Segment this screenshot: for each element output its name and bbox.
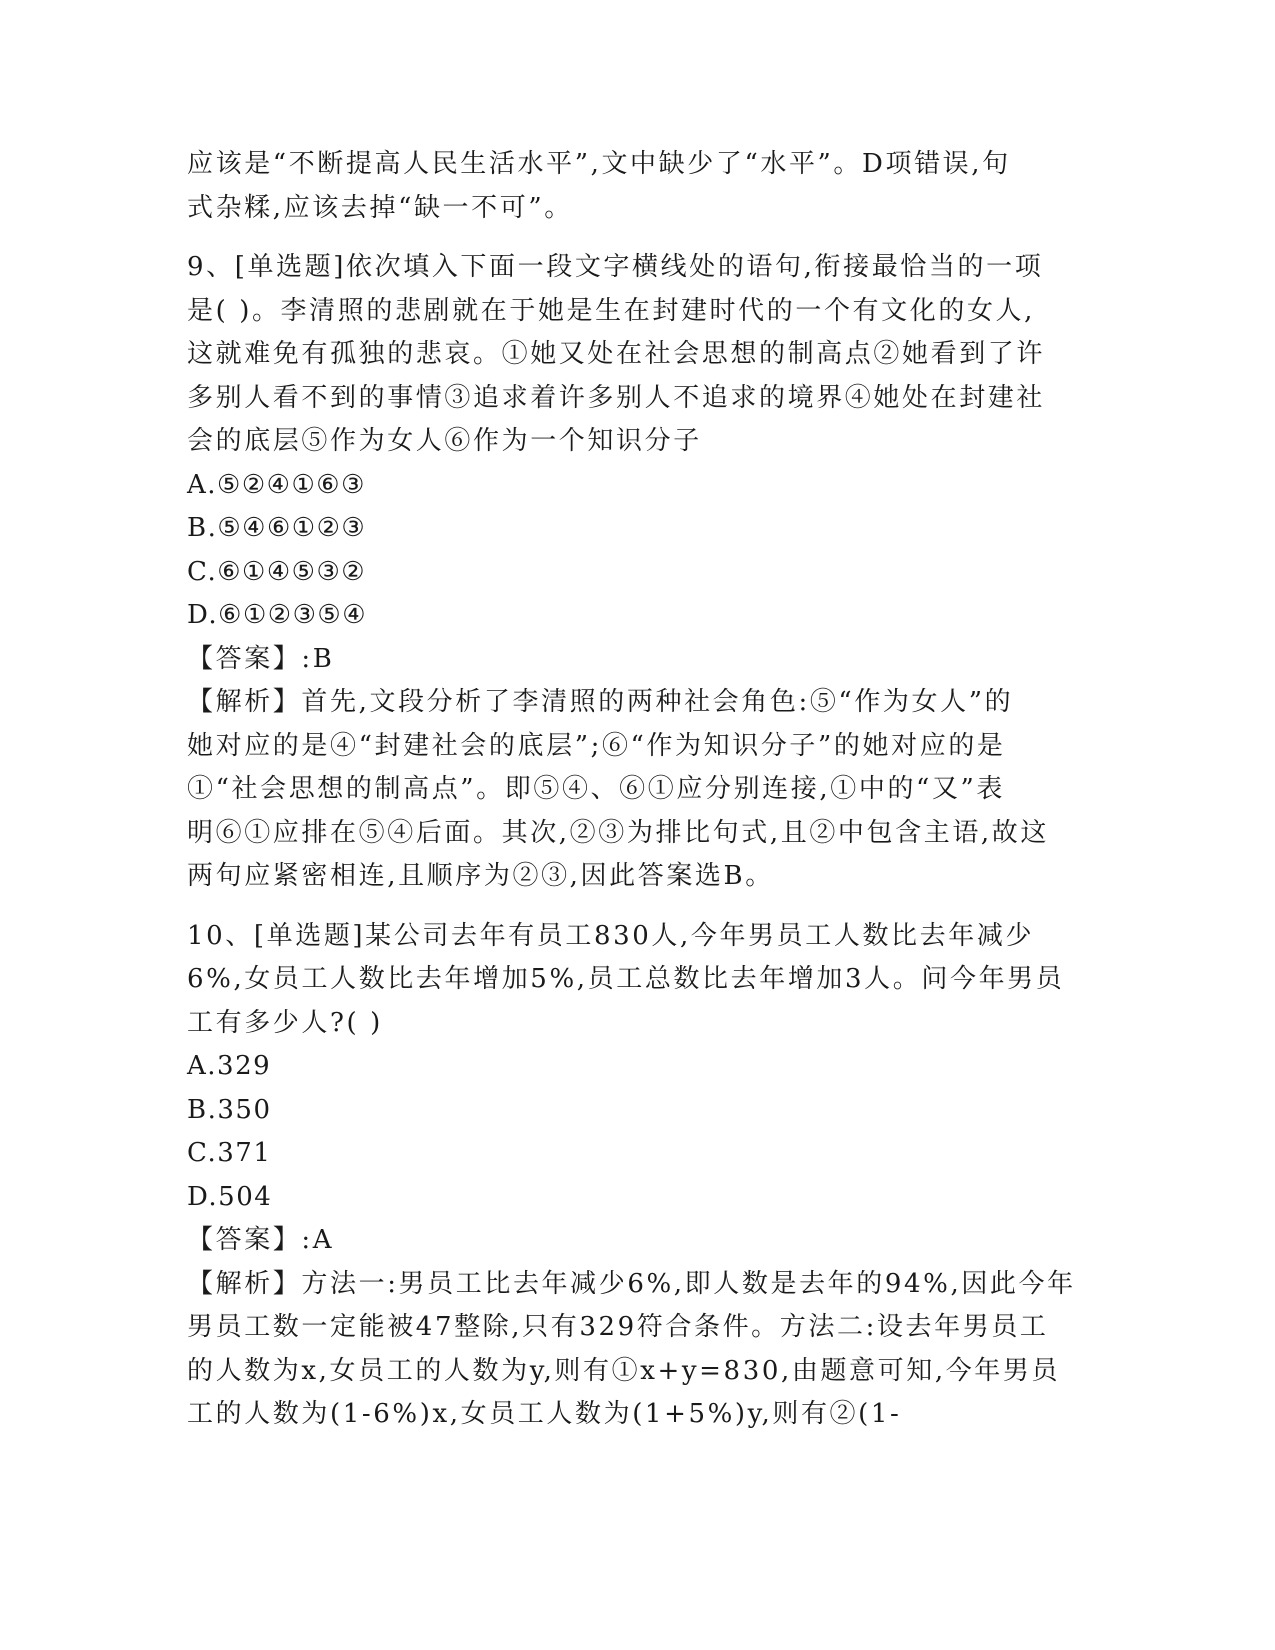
analysis-line: 的人数为x,女员工的人数为y,则有①x+y=830,由题意可知,今年男员 <box>187 1355 1061 1386</box>
analysis-line: 【解析】首先,文段分析了李清照的两种社会角色:⑤“作为女人”的 <box>187 687 1014 717</box>
text-line: 应该是“不断提高人民生活水平”,文中缺少了“水平”。D项错误,句 <box>187 149 1011 179</box>
option-a: A.⑤②④①⑥③ <box>187 469 366 500</box>
analysis-line: 【解析】方法一:男员工比去年减少6%,即人数是去年的94%,因此今年 <box>187 1268 1076 1299</box>
option-b: B.350 <box>187 1094 272 1125</box>
question-stem-line: 这就难免有孤独的悲哀。①她又处在社会思想的制高点②她看到了许 <box>187 339 1046 369</box>
question-stem-line: 多别人看不到的事情③追求着许多别人不追求的境界④她处在封建社 <box>187 382 1046 413</box>
option-b: B.⑤④⑥①②③ <box>187 513 367 543</box>
answer-line: 【答案】:A <box>187 1225 335 1255</box>
analysis-line: 男员工数一定能被47整除,只有329符合条件。方法二:设去年男员工 <box>187 1312 1049 1342</box>
question-10 <box>187 915 1087 1437</box>
option-d: D.⑥①②③⑤④ <box>187 600 368 630</box>
option-c: C.371 <box>187 1138 272 1168</box>
analysis-line: ①“社会思想的制高点”。即⑤④、⑥①应分别连接,①中的“又”表 <box>187 774 1006 804</box>
question-stem-line: 是( )。李清照的悲剧就在于她是生在封建时代的一个有文化的女人, <box>187 295 1036 326</box>
analysis-line: 工的人数为(1-6%)x,女员工人数为(1+5%)y,则有②(1- <box>187 1399 902 1429</box>
text-line: 式杂糅,应该去掉“缺一不可”。 <box>187 192 573 223</box>
question-stem-line: 6%,女员工人数比去年增加5%,员工总数比去年增加3人。问今年男员 <box>187 964 1065 994</box>
analysis-line: 两句应紧密相连,且顺序为②③,因此答案选B。 <box>187 861 774 891</box>
analysis-line: 明⑥①应排在⑤④后面。其次,②③为排比句式,且②中包含主语,故这 <box>187 817 1049 848</box>
option-c: C.⑥①④⑤③② <box>187 556 367 587</box>
question-9 <box>187 246 1087 899</box>
option-d: D.504 <box>187 1181 273 1212</box>
analysis-line: 她对应的是④“封建社会的底层”;⑥“作为知识分子”的她对应的是 <box>187 730 1006 761</box>
question-stem-line: 工有多少人?( ) <box>187 1007 383 1038</box>
answer-line: 【答案】:B <box>187 643 335 674</box>
option-a: A.329 <box>187 1051 272 1081</box>
question-stem-line: 会的底层⑤作为女人⑥作为一个知识分子 <box>187 426 702 456</box>
previous-analysis-continuation <box>187 143 1087 230</box>
question-stem-line: 9、[单选题]依次填入下面一段文字横线处的语句,衔接最恰当的一项 <box>187 252 1044 282</box>
question-stem-line: 10、[单选题]某公司去年有员工830人,今年男员工人数比去年减少 <box>187 920 1035 951</box>
document-page <box>187 143 1087 1437</box>
